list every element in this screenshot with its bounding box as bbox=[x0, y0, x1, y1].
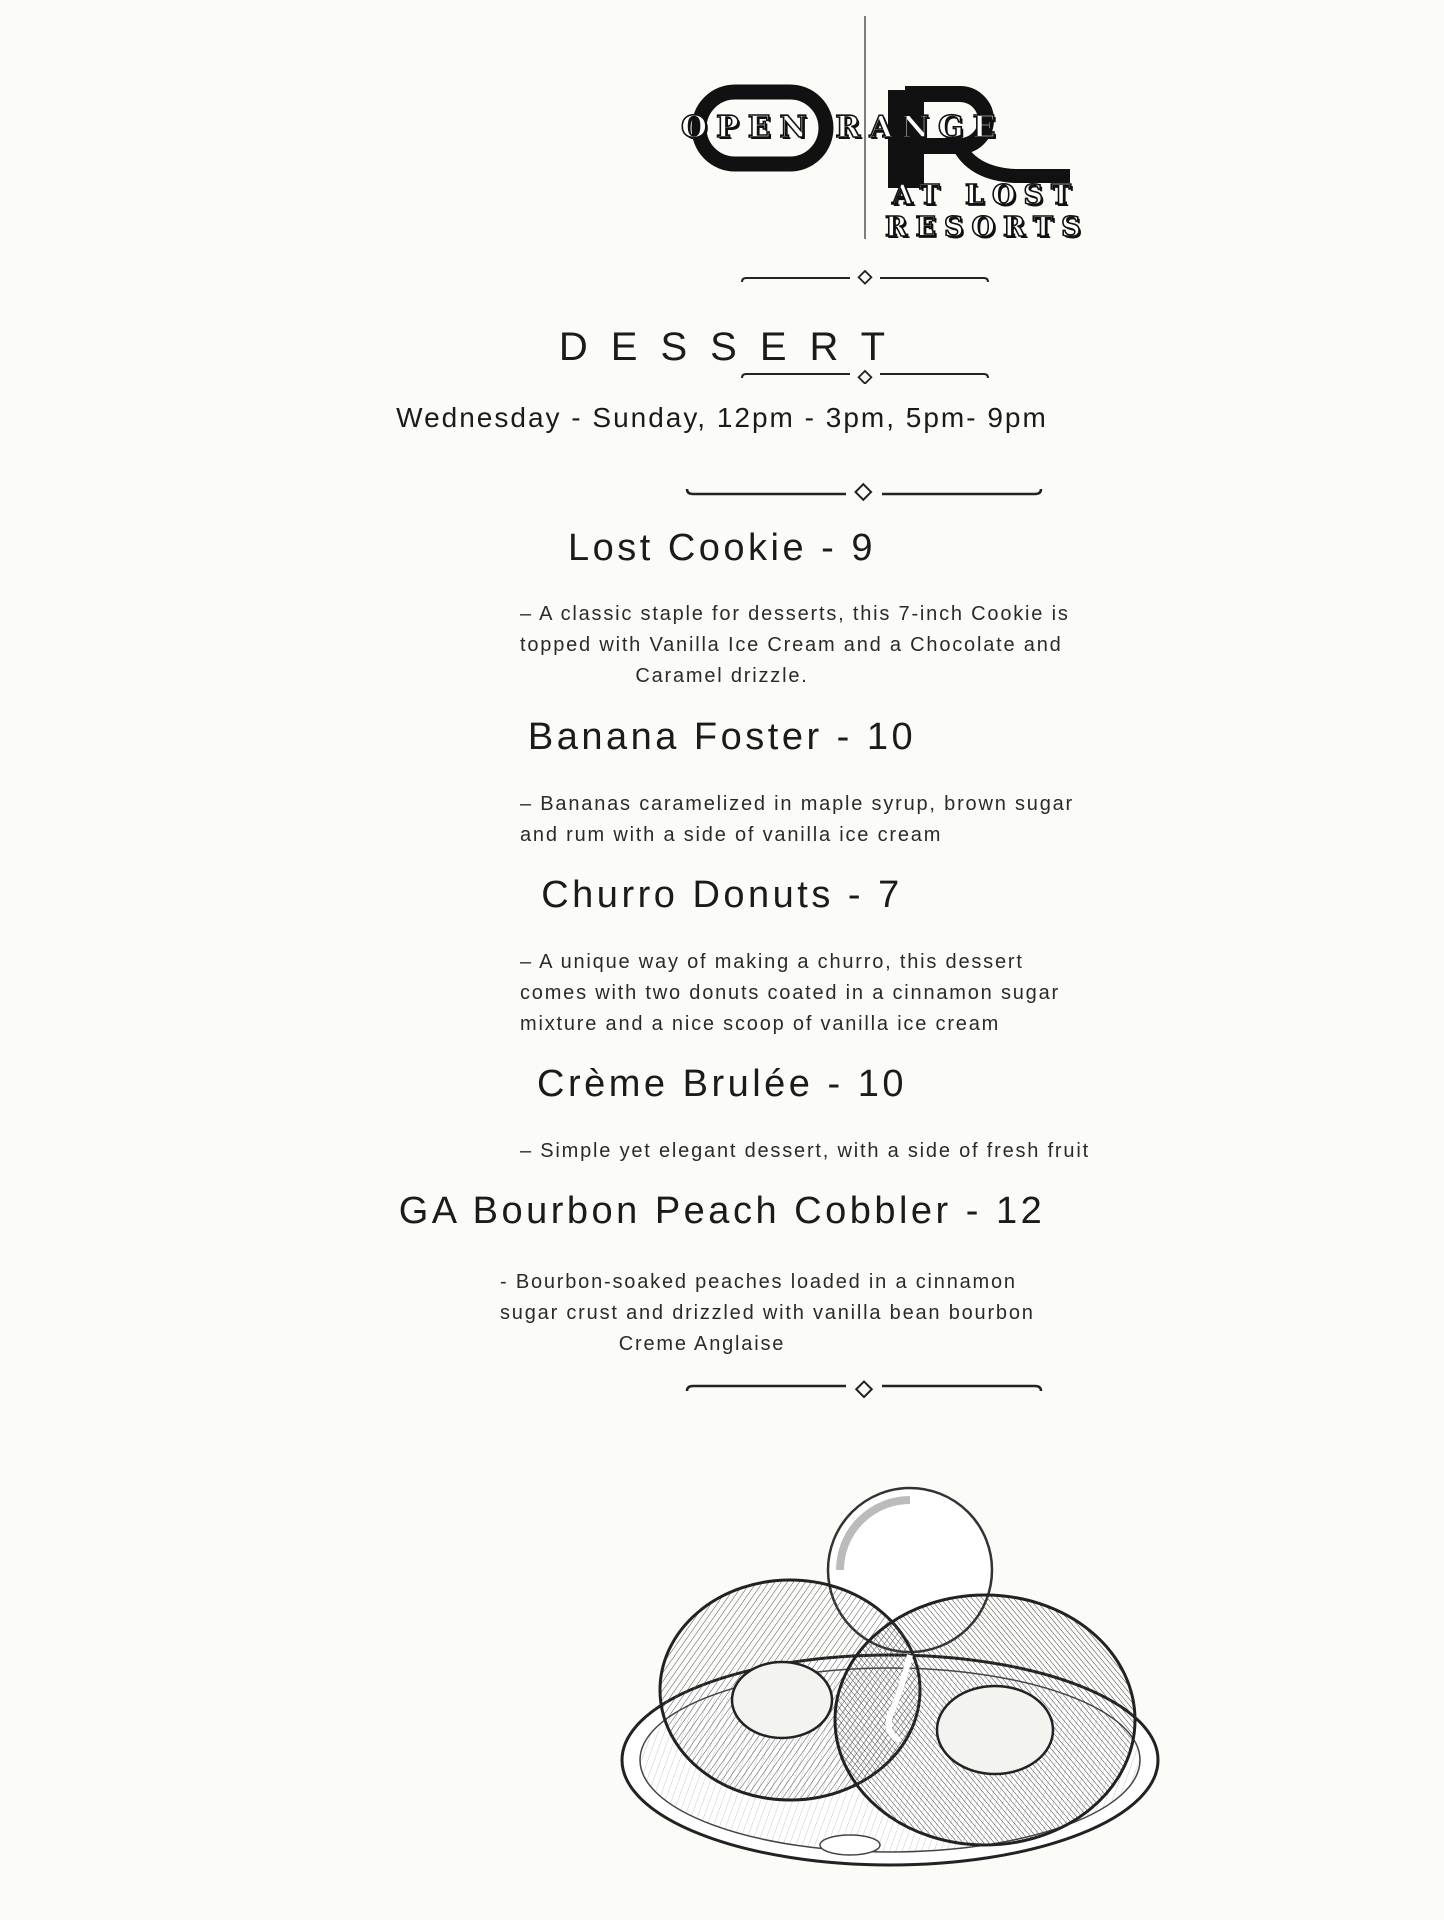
menu-title: DESSERT bbox=[558, 324, 909, 369]
description-line: – A unique way of making a churro, this dessert bbox=[520, 951, 1024, 973]
menu-item-description bbox=[500, 1267, 1035, 1360]
menu-item-title: Lost Cookie - 9 bbox=[567, 527, 877, 569]
logo-text-open-range: OPEN RANGE bbox=[681, 110, 1005, 145]
ornament-divider-icon bbox=[740, 368, 990, 384]
ornament-divider-icon bbox=[683, 1378, 1045, 1398]
menu-item-description bbox=[520, 599, 1070, 692]
description-line: comes with two donuts coated in a cinnamon sugar bbox=[520, 982, 1060, 1004]
description-line: – A classic staple for desserts, this 7-inch Cookie is bbox=[520, 603, 1070, 625]
menu-item-description bbox=[520, 947, 1060, 1040]
ornament-divider-icon bbox=[683, 482, 1045, 502]
menu-item-title: Crème Brulée - 10 bbox=[537, 1063, 907, 1105]
ornament-divider-icon bbox=[740, 270, 990, 286]
service-hours: Wednesday - Sunday, 12pm - 3pm, 5pm- 9pm bbox=[396, 402, 1048, 433]
logo-text-at-lost: AT LOST bbox=[892, 180, 1080, 211]
description-line: and rum with a side of vanilla ice cream bbox=[520, 824, 943, 846]
description-line: Caramel drizzle. bbox=[635, 665, 809, 687]
menu-item-description bbox=[520, 1136, 1090, 1167]
description-line: topped with Vanilla Ice Cream and a Chocolate and bbox=[520, 634, 1063, 656]
logo-text-resorts: RESORTS bbox=[885, 212, 1089, 243]
menu-item-title: Banana Foster - 10 bbox=[527, 716, 917, 758]
description-line: Creme Anglaise bbox=[618, 1333, 786, 1355]
menu-item-title: GA Bourbon Peach Cobbler - 12 bbox=[398, 1190, 1046, 1232]
description-line: sugar crust and drizzled with vanilla bean bourbon bbox=[500, 1302, 1035, 1324]
description-line: – Bananas caramelized in maple syrup, brown sugar bbox=[520, 793, 1075, 815]
churro-donuts-with-ice-cream-illustration-icon bbox=[610, 1460, 1170, 1880]
menu-item-description bbox=[520, 789, 1075, 851]
description-line: – Simple yet elegant dessert, with a side of fresh fruit bbox=[520, 1140, 1090, 1162]
open-range-logo bbox=[675, 14, 1095, 254]
menu-item-title: Churro Donuts - 7 bbox=[541, 874, 903, 916]
description-line: - Bourbon-soaked peaches loaded in a cinnamon bbox=[500, 1271, 1017, 1293]
description-line: mixture and a nice scoop of vanilla ice cream bbox=[520, 1013, 1001, 1035]
